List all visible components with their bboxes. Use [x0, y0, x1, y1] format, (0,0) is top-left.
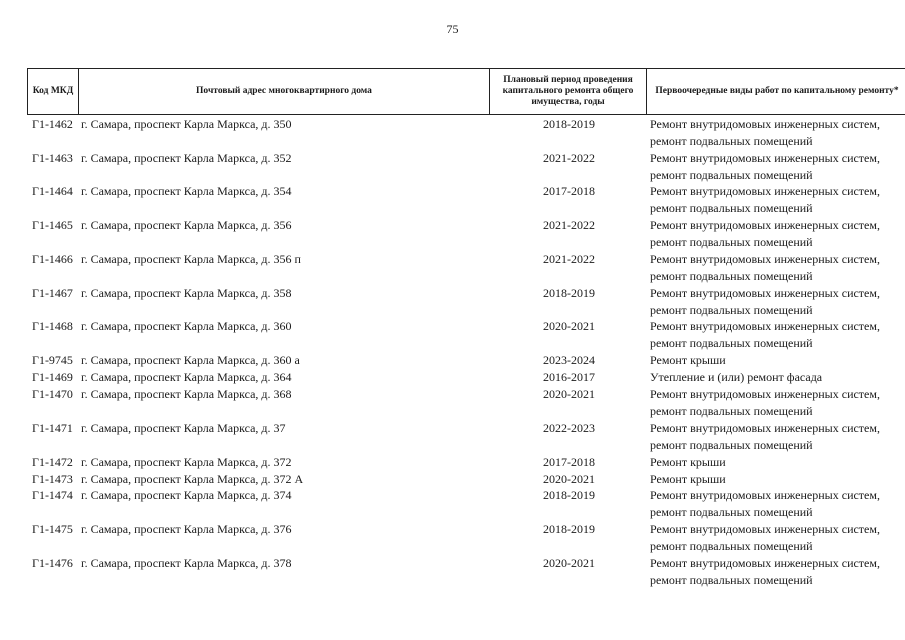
row-works-line: Ремонт внутридомовых инженерных систем,: [650, 286, 880, 300]
row-works-line: ремонт подвальных помещений: [650, 573, 813, 587]
table-header: [27, 68, 905, 115]
row-period: 2018-2019: [543, 522, 595, 536]
row-code: Г1-1464: [32, 184, 73, 198]
header-works: Первоочередные виды работ по капитальному ремонту*: [655, 86, 899, 96]
row-address: г. Самара, проспект Карла Маркса, д. 360 а: [81, 353, 300, 367]
row-period: 2018-2019: [543, 286, 595, 300]
row-works-line: Ремонт крыши: [650, 472, 726, 486]
row-address: г. Самара, проспект Карла Маркса, д. 372 А: [81, 472, 304, 486]
row-works-line: ремонт подвальных помещений: [650, 404, 813, 418]
row-period: 2020-2021: [543, 387, 595, 401]
row-code: Г1-1463: [32, 151, 73, 165]
row-code: Г1-1466: [32, 252, 73, 266]
row-works-line: ремонт подвальных помещений: [650, 134, 813, 148]
row-period: 2017-2018: [543, 184, 595, 198]
row-period: 2017-2018: [543, 455, 595, 469]
row-works-line: ремонт подвальных помещений: [650, 336, 813, 350]
row-works-line: ремонт подвальных помещений: [650, 201, 813, 215]
row-code: Г1-1469: [32, 370, 73, 384]
header-address: Почтовый адрес многоквартирного дома: [79, 69, 490, 114]
row-code: Г1-1472: [32, 455, 73, 469]
row-works: [650, 183, 905, 217]
row-period: 2018-2019: [543, 488, 595, 502]
row-period: 2020-2021: [543, 472, 595, 486]
row-address: г. Самара, проспект Карла Маркса, д. 372: [81, 455, 292, 469]
row-code: Г1-1468: [32, 319, 73, 333]
row-code: Г1-1474: [32, 488, 73, 502]
row-works: [650, 285, 905, 319]
row-works: [650, 318, 905, 352]
row-code: Г1-1470: [32, 387, 73, 401]
row-works-line: ремонт подвальных помещений: [650, 438, 813, 452]
row-works: [650, 487, 905, 521]
row-address: г. Самара, проспект Карла Маркса, д. 360: [81, 319, 292, 333]
row-works: [650, 454, 905, 471]
row-period: 2018-2019: [543, 117, 595, 131]
row-period: 2021-2022: [543, 252, 595, 266]
row-works-line: Ремонт внутридомовых инженерных систем,: [650, 387, 880, 401]
row-period: 2021-2022: [543, 151, 595, 165]
row-works-line: Ремонт внутридомовых инженерных систем,: [650, 151, 880, 165]
row-address: г. Самара, проспект Карла Маркса, д. 356 п: [81, 252, 301, 266]
row-works: [650, 521, 905, 555]
row-works-line: ремонт подвальных помещений: [650, 303, 813, 317]
row-address: г. Самара, проспект Карла Маркса, д. 350: [81, 117, 292, 131]
row-period: 2022-2023: [543, 421, 595, 435]
row-code: Г1-1475: [32, 522, 73, 536]
row-works-line: Ремонт внутридомовых инженерных систем,: [650, 218, 880, 232]
row-works-line: Ремонт внутридомовых инженерных систем,: [650, 184, 880, 198]
row-period: 2021-2022: [543, 218, 595, 232]
row-address: г. Самара, проспект Карла Маркса, д. 354: [81, 184, 292, 198]
row-address: г. Самара, проспект Карла Маркса, д. 358: [81, 286, 292, 300]
row-works-line: ремонт подвальных помещений: [650, 168, 813, 182]
row-works-line: Ремонт внутридомовых инженерных систем,: [650, 117, 880, 131]
row-address: г. Самара, проспект Карла Маркса, д. 356: [81, 218, 292, 232]
row-works-line: Ремонт внутридомовых инженерных систем,: [650, 319, 880, 333]
row-works: [650, 471, 905, 488]
row-works-line: Ремонт внутридомовых инженерных систем,: [650, 252, 880, 266]
row-works: [650, 217, 905, 251]
page-number: 75: [446, 22, 459, 36]
row-works-line: Ремонт крыши: [650, 353, 726, 367]
row-period: 2020-2021: [543, 556, 595, 570]
row-address: г. Самара, проспект Карла Маркса, д. 376: [81, 522, 292, 536]
row-code: Г1-1476: [32, 556, 73, 570]
row-works: [650, 386, 905, 420]
row-works: [650, 352, 905, 369]
row-code: Г1-1473: [32, 472, 73, 486]
row-period: 2016-2017: [543, 370, 595, 384]
row-code: Г1-1462: [32, 117, 73, 131]
row-works: [650, 420, 905, 454]
row-address: г. Самара, проспект Карла Маркса, д. 37: [81, 421, 286, 435]
row-works-line: Ремонт внутридомовых инженерных систем,: [650, 421, 880, 435]
row-code: Г1-1467: [32, 286, 73, 300]
row-code: Г1-1471: [32, 421, 73, 435]
row-code: Г1-1465: [32, 218, 73, 232]
header-period: Плановый период проведения капитального ремонта общего имущества, годы: [490, 69, 647, 114]
row-period: 2023-2024: [543, 353, 595, 367]
row-works-line: Ремонт крыши: [650, 455, 726, 469]
row-address: г. Самара, проспект Карла Маркса, д. 364: [81, 370, 292, 384]
row-address: г. Самара, проспект Карла Маркса, д. 374: [81, 488, 292, 502]
row-works: [650, 555, 905, 589]
row-works-line: Ремонт внутридомовых инженерных систем,: [650, 522, 880, 536]
row-works-line: ремонт подвальных помещений: [650, 235, 813, 249]
row-works: [650, 251, 905, 285]
row-address: г. Самара, проспект Карла Маркса, д. 378: [81, 556, 292, 570]
row-works: [650, 116, 905, 150]
row-works-line: ремонт подвальных помещений: [650, 505, 813, 519]
row-period: 2020-2021: [543, 319, 595, 333]
row-works-line: Утепление и (или) ремонт фасада: [650, 370, 823, 384]
row-code: Г1-9745: [32, 353, 73, 367]
row-address: г. Самара, проспект Карла Маркса, д. 368: [81, 387, 292, 401]
row-address: г. Самара, проспект Карла Маркса, д. 352: [81, 151, 292, 165]
row-works: [650, 150, 905, 184]
header-code: Код МКД: [27, 69, 79, 114]
row-works: [650, 369, 905, 386]
row-works-line: ремонт подвальных помещений: [650, 269, 813, 283]
row-works-line: Ремонт внутридомовых инженерных систем,: [650, 556, 880, 570]
row-works-line: ремонт подвальных помещений: [650, 539, 813, 553]
row-works-line: Ремонт внутридомовых инженерных систем,: [650, 488, 880, 502]
